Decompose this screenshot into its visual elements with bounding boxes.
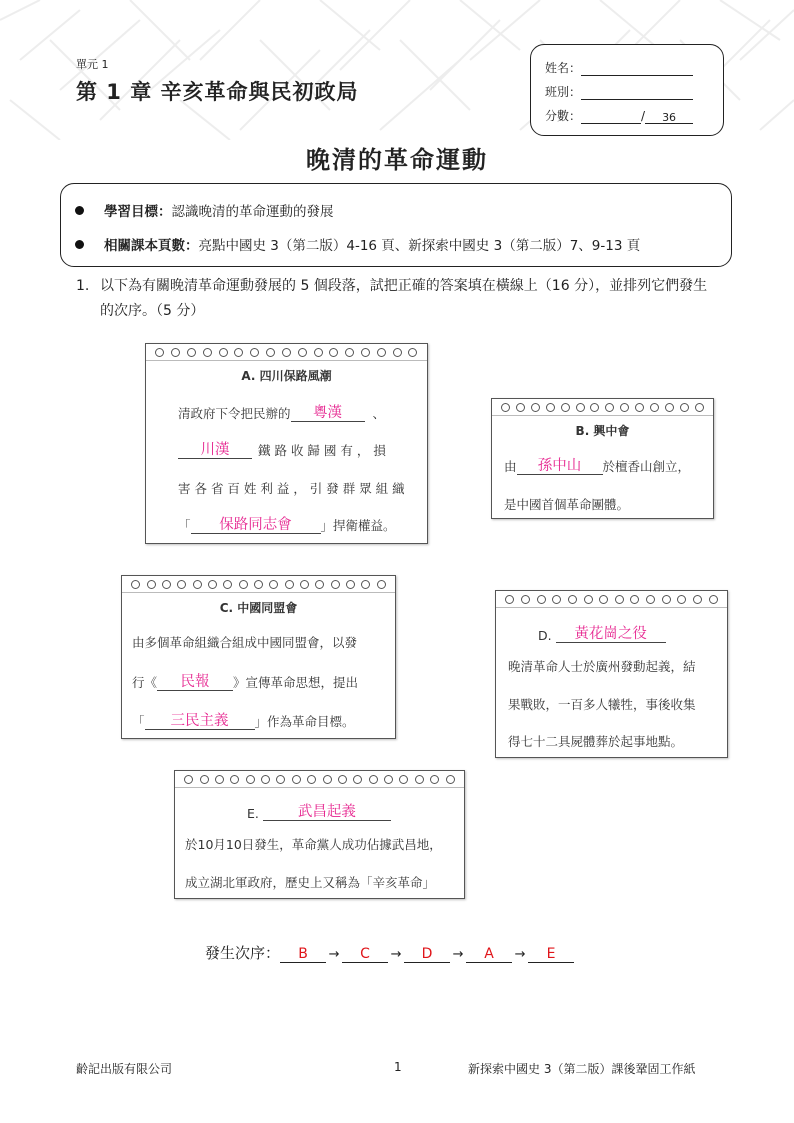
- unit-label: 單元 1: [76, 58, 109, 71]
- card-b-line-1: [504, 457, 690, 475]
- student-info-box: [530, 44, 724, 136]
- order-answer-5[interactable]: E: [528, 946, 574, 963]
- arrow-icon: →: [328, 947, 340, 962]
- card-e-line-1: 於10月10日發生，革命黨人成功佔據武昌地，: [185, 837, 442, 852]
- card-c-title: C. 中國同盟會: [219, 601, 298, 615]
- pages-label: 相關課本頁數：: [104, 238, 199, 254]
- card-b-text: 由: [504, 459, 517, 474]
- objective-pages: [75, 234, 640, 254]
- footer-publisher: 齡記出版有限公司: [76, 1062, 173, 1076]
- card-c-line-3: [132, 712, 355, 730]
- card-a-text: 「: [178, 518, 191, 533]
- objective-goal: [75, 200, 334, 220]
- answer-blank[interactable]: 黃花崗之役: [556, 627, 666, 643]
- card-d-line-0: [538, 627, 666, 643]
- card-e-label: E.: [247, 806, 259, 821]
- order-answer-1[interactable]: B: [280, 946, 326, 963]
- card-a-line-4: [178, 516, 396, 534]
- card-a-text: 、: [372, 406, 386, 421]
- answer-blank[interactable]: 粵漢: [291, 406, 365, 422]
- arrow-icon: →: [452, 947, 464, 962]
- answer-blank[interactable]: 武昌起義: [263, 805, 391, 821]
- arrow-icon: →: [514, 947, 526, 962]
- name-field[interactable]: [581, 63, 693, 76]
- notebook-rings: [146, 344, 427, 361]
- card-e-line-0: [247, 805, 391, 821]
- class-label: 班別：: [545, 85, 582, 99]
- answer-blank[interactable]: 民報: [157, 675, 233, 691]
- chapter-title: 第 1 章 辛亥革命與民初政局: [76, 80, 359, 104]
- card-a-text: 」捍衛權益。: [320, 518, 396, 533]
- order-answer-4[interactable]: A: [466, 946, 512, 963]
- card-c-text: 」作為革命目標。: [254, 714, 355, 729]
- order-line: [205, 942, 574, 963]
- order-label: 發生次序：: [205, 944, 281, 962]
- score-total: 36: [645, 111, 693, 124]
- notebook-rings: [496, 591, 727, 608]
- answer-blank[interactable]: 三民主義: [145, 714, 255, 730]
- score-field[interactable]: [581, 111, 641, 124]
- order-answer-2[interactable]: C: [342, 946, 388, 963]
- card-a-line-1: [178, 404, 385, 422]
- class-field[interactable]: [581, 87, 693, 100]
- card-b-text: 於檀香山創立，: [602, 459, 691, 474]
- bullet-icon: [75, 206, 84, 215]
- question-number: 1.: [76, 278, 90, 294]
- card-a-text: 清政府下令把民辦的: [178, 406, 291, 421]
- footer-page-number: 1: [394, 1060, 402, 1074]
- answer-blank[interactable]: 川漢: [178, 443, 252, 459]
- card-d-line-1: 晚清革命人士於廣州發動起義，結: [508, 659, 696, 674]
- card-d-label: D.: [538, 628, 552, 643]
- score-separator: /: [641, 109, 646, 123]
- card-c-text: 行《: [132, 675, 158, 690]
- answer-blank[interactable]: 孫中山: [517, 459, 603, 475]
- card-b-line-2: 是中國首個革命團體。: [504, 497, 630, 512]
- card-e-line-2: 成立湖北軍政府，歷史上又稱為「辛亥革命」: [185, 875, 436, 890]
- card-a-text: 鐵 路 收 歸 國 有 ， 損: [258, 443, 386, 458]
- goal-label: 學習目標：: [104, 204, 172, 220]
- question-1: [76, 274, 716, 324]
- card-a-line-3: 害 各 省 百 姓 利 益 ， 引 發 群 眾 組 織: [178, 481, 405, 496]
- score-label: 分數：: [545, 109, 582, 123]
- name-label: 姓名：: [545, 61, 582, 75]
- card-a-title: A. 四川保路風潮: [241, 369, 332, 383]
- bullet-icon: [75, 240, 84, 249]
- card-a-line-2: [178, 441, 386, 459]
- footer-book-title: 新探索中國史 3（第二版）課後鞏固工作紙: [468, 1062, 696, 1076]
- card-c-line-1: 由多個革命組織合組成中國同盟會，以發: [132, 635, 358, 650]
- notebook-rings: [122, 576, 395, 593]
- notebook-rings: [175, 771, 464, 788]
- card-c-text: 》宣傳革命思想，提出: [233, 675, 359, 690]
- notebook-rings: [492, 399, 713, 416]
- arrow-icon: →: [390, 947, 402, 962]
- card-b: [491, 398, 714, 519]
- objectives-box: [60, 183, 732, 267]
- card-d: [495, 590, 728, 758]
- card-c-text: 「: [132, 714, 145, 729]
- card-c-line-2: [132, 673, 358, 691]
- card-c: [121, 575, 396, 739]
- card-d-line-3: 得七十二具屍體葬於起事地點。: [508, 734, 684, 749]
- pages-text: 亮點中國史 3（第二版）4-16 頁、新探索中國史 3（第二版）7、9-13 頁: [198, 238, 641, 254]
- question-text: 以下為有關晚清革命運動發展的 5 個段落，試把正確的答案填在橫線上（16 分），並排列它們發生的次序。（5 分）: [100, 278, 708, 319]
- name-row: [545, 59, 693, 76]
- answer-blank[interactable]: 保路同志會: [191, 518, 321, 534]
- score-row: [545, 107, 693, 124]
- goal-text: 認識晚清的革命運動的發展: [171, 204, 334, 220]
- card-d-line-2: 果戰敗，一百多人犧牲，事後收集: [508, 697, 696, 712]
- card-e: [174, 770, 465, 899]
- card-b-title: B. 興中會: [575, 424, 630, 438]
- class-row: [545, 83, 693, 100]
- worksheet-title: 晚清的革命運動: [306, 146, 488, 174]
- order-answer-3[interactable]: D: [404, 946, 450, 963]
- card-a: [145, 343, 428, 544]
